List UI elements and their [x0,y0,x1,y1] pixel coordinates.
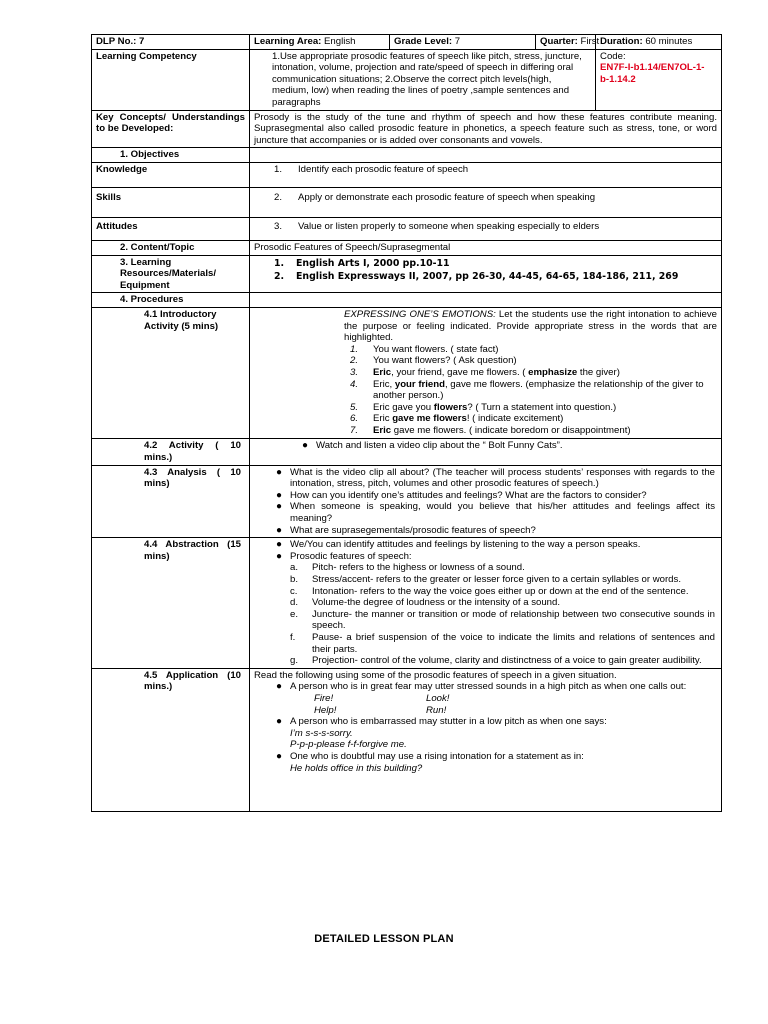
key-concepts-row [92,110,722,148]
intro-examples [344,344,717,437]
objectives-row [92,148,722,163]
quarter-value: First [580,36,600,47]
intro-instructions [254,309,717,344]
grade-level-cell [390,35,536,50]
application-text: One who is doubtful may use a rising intonation for a statement as in: [290,750,584,762]
example-bold: your friend [394,378,445,390]
attitudes-cell [250,217,722,240]
analysis-text: What are suprasegementals/prosodic features of speech? [290,524,536,536]
activity-label: 4.2 Activity ( 10 mins.) [92,439,250,465]
example-bold: gave me flowers [392,413,467,425]
example-text: gave me flowers. ( indicate boredom or disappointment) [391,424,631,436]
procedures-empty-cell [250,293,722,308]
application-cell [250,668,722,811]
quarter-label: Quarter: [540,36,578,47]
example-text: Eric [373,413,393,425]
feature-text: Juncture- the manner or transition or mode of relationship between two consecutive sounds in speech. [312,608,716,632]
competency-row [92,49,722,110]
application-label: 4.5 Application (10 mins.) [92,668,250,811]
resource-num-2: 2. [274,270,285,282]
example-text: Eric gave you [373,401,434,413]
duration-cell [596,35,722,50]
feature-text: Volume-the degree of loudness or the intensity of a sound. [312,597,560,609]
feature-intonation [290,586,715,598]
application-text: A person who is embarrassed may stutter in a low pitch as when one says: [290,716,607,728]
feature-text: Pause- a brief suspension of the voice to indicate the limits and relations of sentences and their parts. [312,631,716,655]
feature-stress [290,574,715,586]
attitudes-label: Attitudes [92,217,250,240]
resources-label: 3. Learning Resources/Materials/ Equipment [92,255,250,293]
application-item-2 [268,716,715,728]
intro-activity-label: 4.1 Introductory Activity (5 mins) [92,307,250,439]
dlp-cell [92,35,250,50]
key-concepts-text: Prosody is the study of the tune and rhythm of speech and how these features contribute meaning. Suprasegmental also called prosodic feature in phonetics, a speech feature such as stress, tone, or word juncture that accompanies or is added over consonants and vowels. [250,110,722,148]
abstraction-item-2 [268,551,715,563]
bullet-icon: ● [275,550,283,562]
bullet-icon: ● [275,716,283,728]
feature-juncture [290,609,715,632]
knowledge-num: 1. [274,163,283,175]
abstraction-text: We/You can identify attitudes and feelings by listening to the way a person speaks. [290,539,641,551]
analysis-row [92,465,722,538]
feature-text: Projection- control of the volume, clarity and distinctness of a voice to gain greater audibility. [312,655,702,667]
resource-item-1 [274,257,717,270]
feature-letter: d. [290,597,299,609]
example-num: 1. [350,343,359,355]
example-num: 4. [350,378,359,390]
feature-letter: e. [290,608,299,620]
knowledge-row [92,162,722,187]
duration-label: Duration: [600,36,643,47]
example-bold: flowers [433,401,468,413]
header-row [92,35,722,50]
intro-example-4 [344,379,717,402]
attitudes-row [92,217,722,240]
analysis-item-1 [268,467,715,490]
competency-code-cell [596,49,722,110]
application-item-3 [268,751,715,763]
stutter-line-1: I’m s-s-s-sorry. [290,727,353,739]
skills-row [92,187,722,217]
feature-projection [290,655,715,667]
example-num: 5. [350,401,359,413]
content-label: 2. Content/Topic [92,240,250,255]
resource-text-1: English Arts I, 2000 pp.10-11 [296,257,450,269]
example-text: You want flowers? ( Ask question) [373,355,517,367]
example-text: ? ( Turn a statement into question.) [467,401,617,413]
abstraction-cell [250,538,722,669]
intro-example-1 [344,344,717,356]
bullet-icon: ● [275,539,283,551]
example-text: ! ( indicate excitement) [466,413,564,425]
example-text: Eric, [373,378,395,390]
example-text: , your friend, gave me flowers. ( [391,366,529,378]
feature-pitch [290,562,715,574]
intro-activity-cell [250,307,722,439]
feature-letter: b. [290,574,299,585]
application-item-1 [268,681,715,693]
grade-level-value: 7 [454,36,461,47]
intro-lead-italic: EXPRESSING ONE’S EMOTIONS: [344,308,496,320]
analysis-item-3 [268,501,715,524]
bullet-icon: ● [275,524,283,536]
grade-level-label: Grade Level: [394,36,453,47]
feature-volume [290,597,715,609]
exclaim-text: Fire! [314,692,334,704]
example-num: 7. [350,424,359,436]
abstraction-text: Prosodic features of speech: [290,550,412,562]
example-bold: emphasize [528,366,578,378]
example-text: , gave me flowers. (emphasize the relationship of the giver to another person.) [373,378,704,402]
procedures-label: 4. Procedures [92,293,250,308]
analysis-text: When someone is speaking, would you believe that his/her attitudes and feelings affect its meaning? [290,501,716,525]
exclaim-text: Run! [426,704,447,716]
lesson-plan-table [91,34,722,812]
code-label: Code: [600,50,626,62]
bullet-icon: ● [275,750,283,762]
example-num: 2. [350,355,359,367]
analysis-text: How can you identify one’s attitudes and feelings? What are the factors to consider? [290,489,647,501]
intro-example-3 [344,367,717,379]
doubt-line: He holds office in this building? [290,762,423,774]
content-text: Prosodic Features of Speech/Suprasegmental [250,240,722,255]
knowledge-label: Knowledge [92,162,250,187]
bullet-icon: ● [301,440,309,452]
bullet-icon: ● [275,489,283,501]
resource-text-2: English Expressways II, 2007, pp 26-30, 44-45, 64-65, 184-186, 211, 269 [296,270,679,282]
skills-label: Skills [92,187,250,217]
exclaim-row-1 [314,693,715,705]
intro-lead-rest: Let the students use the right intonation to achieve the purpose or feeling indicated. Provide appropriate stress in the words that are highlighted. [344,308,718,344]
procedures-row [92,293,722,308]
analysis-item-2 [268,490,715,502]
dlp-number: DLP No.: 7 [96,36,145,47]
exclaim-text: Look! [426,692,450,704]
abstraction-label: 4.4 Abstraction (15 mins) [92,538,250,669]
intro-activity-row [92,307,722,439]
feature-letter: a. [290,562,299,574]
example-num: 3. [350,366,359,378]
intro-example-5 [344,402,717,414]
intro-example-6 [344,413,717,425]
intro-example-2 [344,355,717,367]
example-bold: Eric [373,366,392,378]
application-lead: Read the following using some of the prosodic features of speech in a given situation. [254,669,617,681]
competency-text: 1.Use appropriate prosodic features of speech like pitch, stress, juncture, intonation, volume, projection and rate/speed of speech in differing oral communication situations; 2.Observe the correct pitch levels(high, medium, low) when reading the lines of poetry ,sample sentences and paragraphs [250,49,596,110]
skills-num: 2. [274,191,283,203]
bullet-icon: ● [275,681,283,693]
duration-value: 60 minutes [645,36,693,47]
resources-cell [250,255,722,293]
activity-cell [250,439,722,465]
competency-label: Learning Competency [92,49,250,110]
example-text: the giver) [577,366,620,378]
resource-item-2 [274,270,717,283]
knowledge-cell [250,162,722,187]
activity-bullet [294,440,717,452]
intro-example-7 [344,425,717,437]
application-row [92,668,722,811]
abstraction-item-1 [268,539,715,551]
analysis-text: What is the video clip all about? (The teacher will process students’ responses with regards to the intonation, stress, pitch, volumes and other prosodic features of speech.) [290,466,716,490]
attitudes-text: Value or listen properly to someone when speaking especially to elders [298,220,600,232]
analysis-item-4 [268,525,715,537]
example-text: You want flowers. ( state fact) [373,343,499,355]
analysis-label: 4.3 Analysis ( 10 mins) [92,465,250,538]
skills-cell [250,187,722,217]
feature-text: Intonation- refers to the way the voice goes either up or down at the end of the sentence. [312,585,689,597]
attitudes-num: 3. [274,220,283,232]
objectives-label: 1. Objectives [92,148,250,163]
feature-letter: c. [290,585,298,597]
activity-text: Watch and listen a video clip about the “ Bolt Funny Cats”. [316,440,563,452]
bullet-icon: ● [275,466,283,478]
learning-area-cell [250,35,390,50]
bullet-icon: ● [275,501,283,513]
learning-area-value: English [324,36,356,47]
resources-row [92,255,722,293]
analysis-cell [250,465,722,538]
application-text: A person who is in great fear may utter stressed sounds in a high pitch as when one calls out: [290,681,687,693]
code-value: EN7F-I-b1.14/EN7OL-1-b-1.14.2 [600,62,705,85]
skills-text: Apply or demonstrate each prosodic feature of speech when speaking [298,191,596,203]
feature-text: Pitch- refers to the highess or lowness of a sound. [312,562,525,574]
exclaim-text: Help! [314,704,337,716]
resource-num-1: 1. [274,257,285,269]
feature-pause [290,632,715,655]
content-row [92,240,722,255]
learning-area-label: Learning Area: [254,36,322,47]
quarter-cell [536,35,600,50]
example-num: 6. [350,413,359,425]
activity-row [92,439,722,465]
example-bold: Eric [373,424,392,436]
feature-letter: f. [290,631,296,643]
key-concepts-label: Key Concepts/ Understandings to be Developed: [92,110,250,148]
objectives-empty-cell [250,148,722,163]
document-footer-title: DETAILED LESSON PLAN [314,933,454,945]
abstraction-row [92,538,722,669]
stutter-line-2: P-p-p-please f-f-forgive me. [290,739,407,751]
feature-text: Stress/accent- refers to the greater or lesser force given to a certain syllables or words. [312,574,681,585]
knowledge-text: Identify each prosodic feature of speech [298,163,469,175]
exclaim-row-2 [314,705,715,717]
feature-letter: g. [290,655,299,667]
